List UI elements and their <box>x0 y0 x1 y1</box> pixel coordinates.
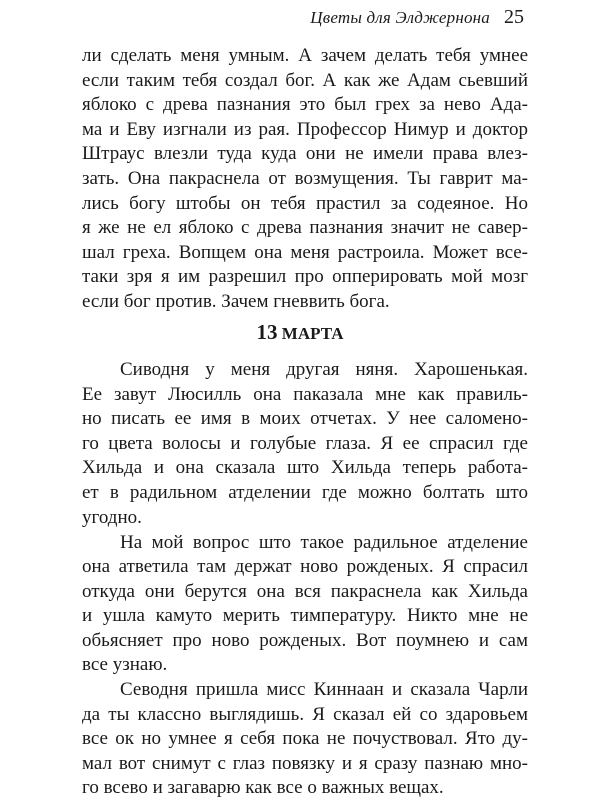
text-line: да ты классно выглядишь. Я сказал ей со здаровьем <box>82 703 528 725</box>
paragraph-3 <box>82 678 528 801</box>
section-heading <box>0 320 600 345</box>
text-line: откуда они берутся она вся пакраснела как Хильда <box>82 580 528 602</box>
running-title: Цветы для Элджернона <box>310 8 490 27</box>
text-line: ет в радильном атделении где можно болтать што <box>82 481 528 503</box>
text-line: Сиводня у меня другая няня. Харошенькая. <box>120 359 528 380</box>
text-line: зать. Она пакраснела от возмущения. Ты гаврит ма- <box>82 167 528 189</box>
text-line: шал греха. Вопщем она меня растроила. Может все- <box>82 241 528 263</box>
text-line: яблоко с древа пазнания это был грех за нево Ада- <box>82 94 528 116</box>
text-line: Ее завут Люсилль она паказала мне как правиль- <box>82 383 528 405</box>
heading-month: МАРТА <box>281 324 344 343</box>
text-line: лись богу штобы он тебя прастил за содеяное. Но <box>82 192 528 214</box>
paragraph-top <box>82 44 528 315</box>
text-line: все узнаю. <box>82 654 168 676</box>
running-header <box>310 6 524 29</box>
paragraph-2 <box>82 531 528 679</box>
text-line: если таким тебя создал бог. А как же Адам сьевший <box>82 69 528 91</box>
heading-day: 13 <box>256 320 278 344</box>
text-line: таки зря я им разрешил про опперировать мой мозг <box>82 266 528 288</box>
text-line: Хильда и она сказала што Хильда теперь работа- <box>82 457 528 479</box>
text-line: все ок но умнее я себя пока не почуствовал. Ято ду- <box>82 728 528 750</box>
text-line: мал вот снимут с глаз повязку и я сразу пазнаю мно- <box>82 752 528 774</box>
text-line: ма и Еву изгнали из рая. Профессор Нимур и доктор <box>82 118 528 140</box>
text-line: если бог против. Зачем гневвить бога. <box>82 290 390 312</box>
text-line: но писать ее имя в моих отчетах. У нее саломено- <box>82 408 528 430</box>
text-line: и ушла камуто мерить тимпературу. Никто мне не <box>82 605 528 627</box>
text-line: На мой вопрос што такое радильное атделение <box>120 531 528 553</box>
text-line: я же не ел яблоко с древа пазнания значит не савер- <box>82 217 528 239</box>
text-line: го всево и загаварю как все о важных вещах. <box>82 777 444 799</box>
text-line: она атветила там держат ново рожденых. Я спрасил <box>82 556 528 578</box>
text-line: обьясняет про ново рожденых. Вот поумнею и сам <box>82 629 528 651</box>
text-line: Штраус влезли туда куда они не имели права влез- <box>82 143 528 165</box>
text-line: го цвета волосы и голубые глаза. Я ее спрасил где <box>82 432 528 454</box>
paragraph-1 <box>82 358 528 530</box>
text-line: ли сделать меня умным. А зачем делать тебя умнее <box>82 45 528 66</box>
text-line: Севодня пришла мисс Киннаан и сказала Чарли <box>120 679 528 700</box>
page-number: 25 <box>504 6 524 28</box>
text-line: угодно. <box>82 506 142 528</box>
